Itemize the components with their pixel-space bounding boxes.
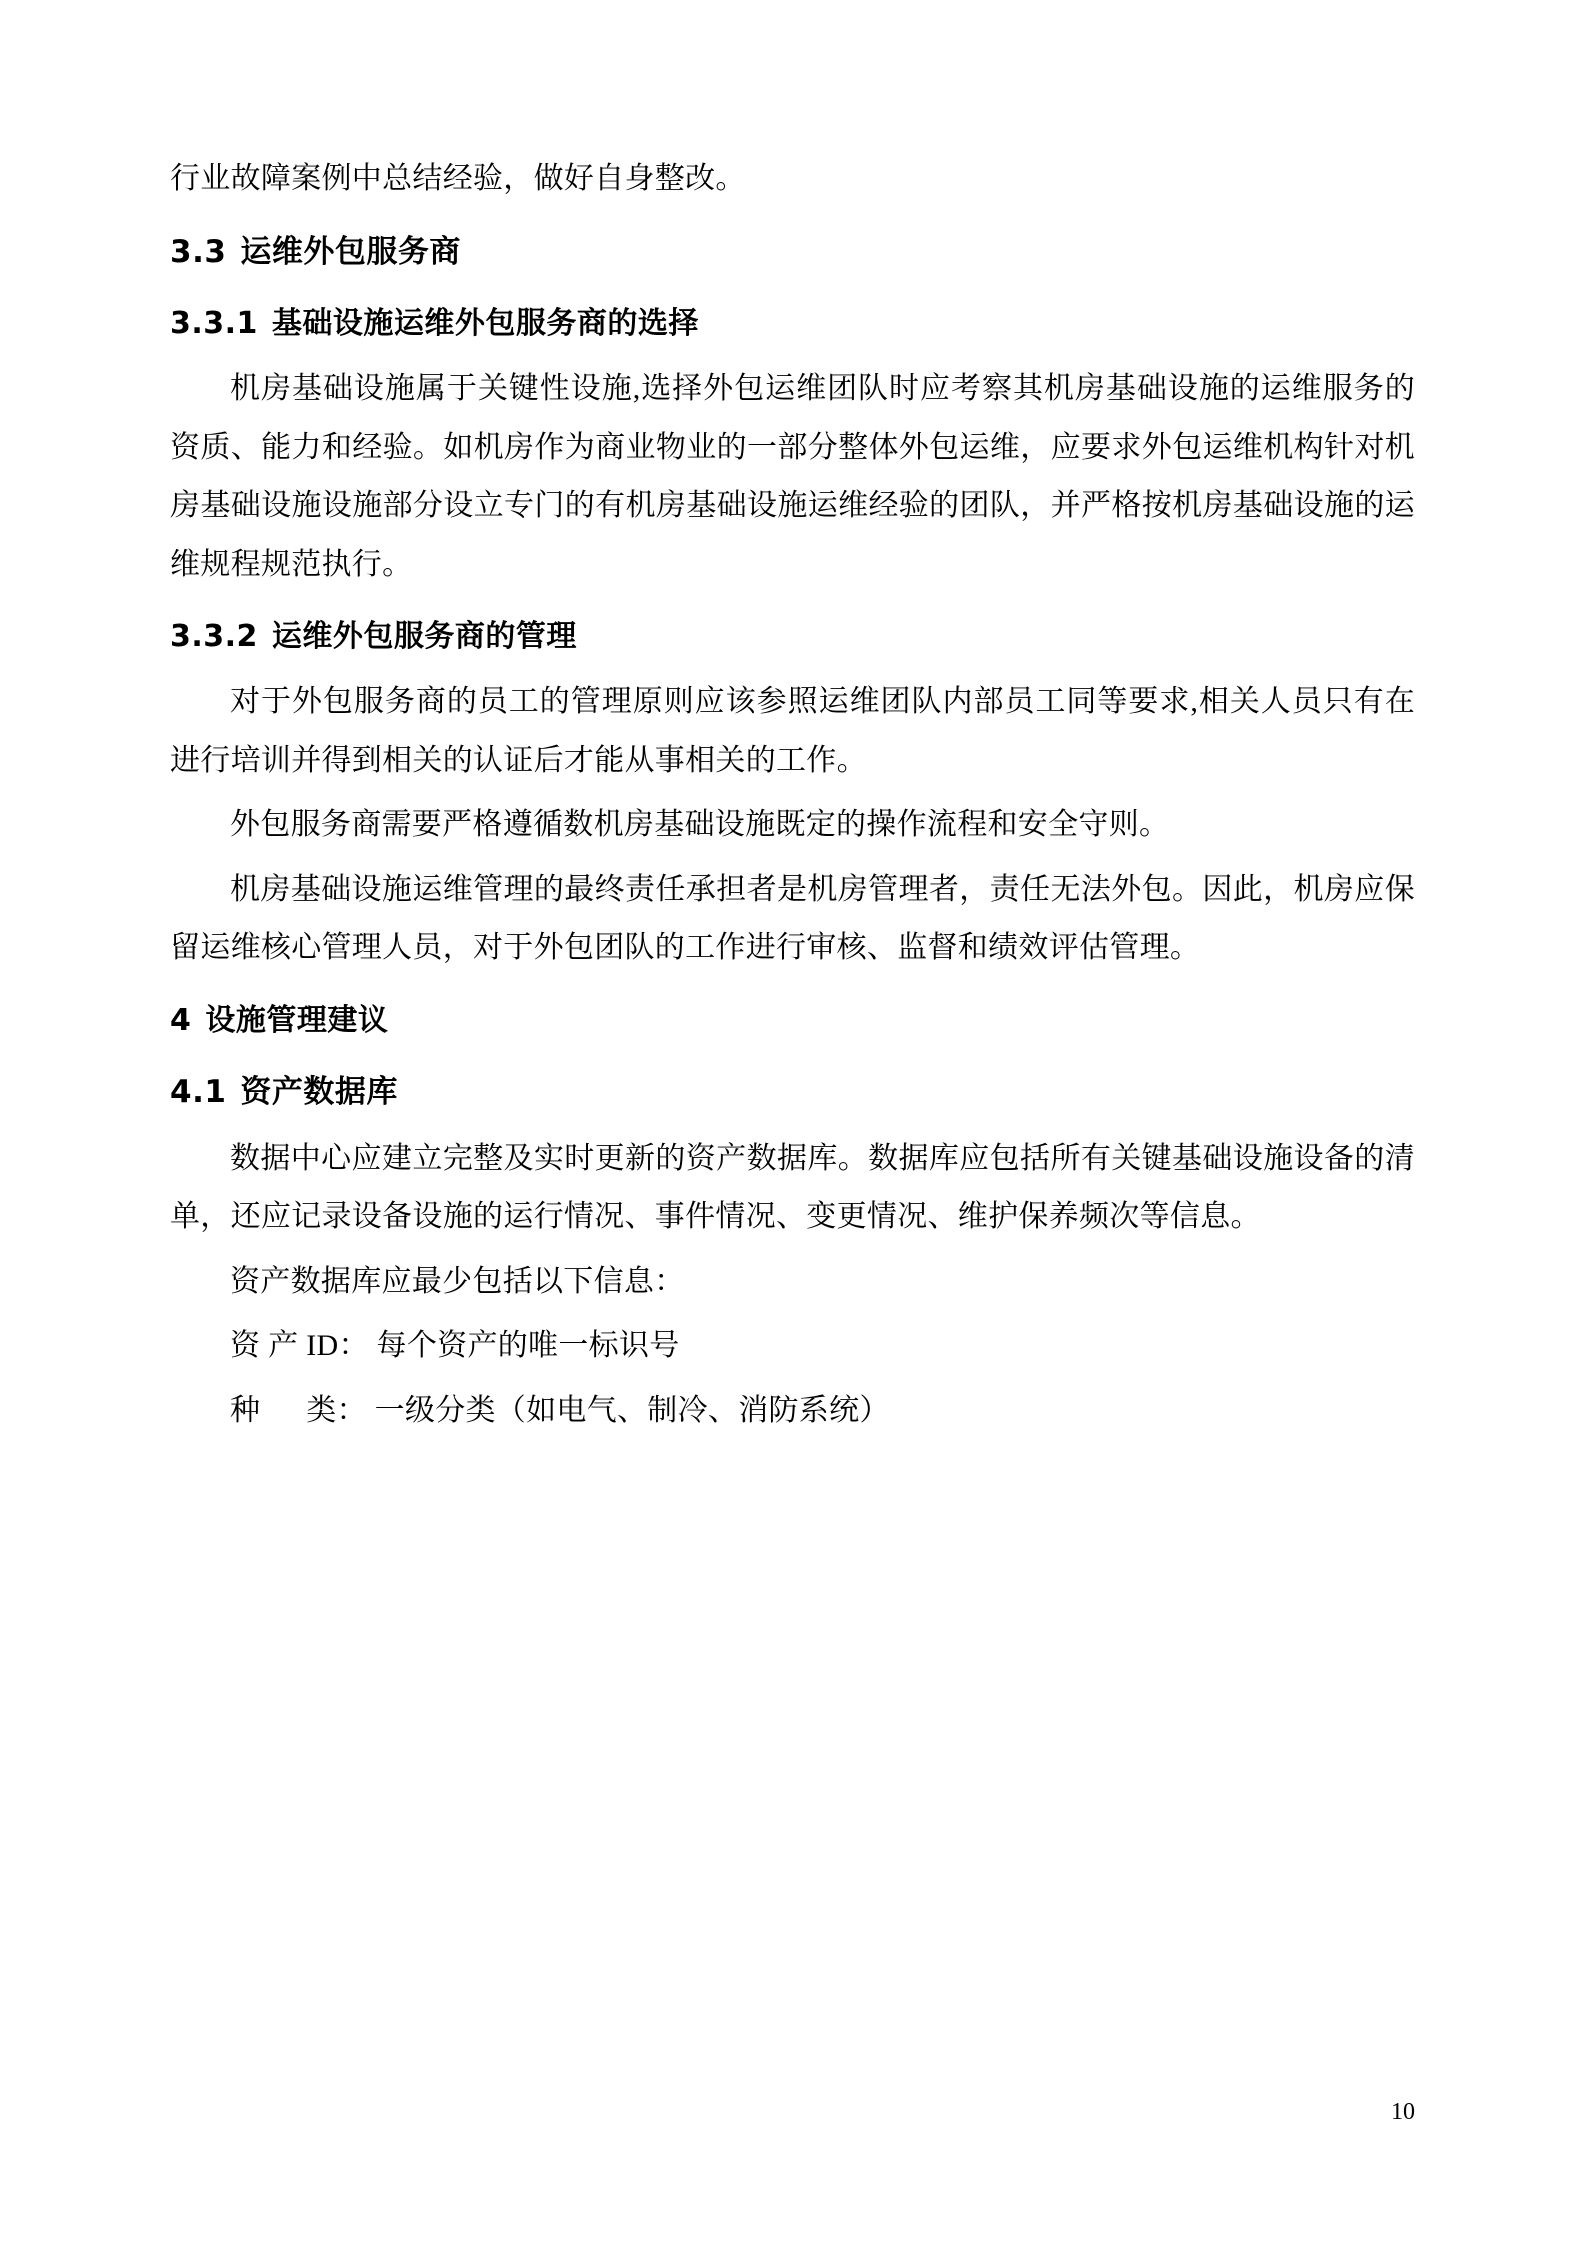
heading-4-text: 设施管理建议	[205, 1002, 389, 1038]
paragraph-asset-database-1: 数据中心应建立完整及实时更新的资产数据库。数据库应包括所有关键基础设施设备的清单，还应记录设备设施的运行情况、事件情况、变更情况、维护保养频次等信息。	[170, 1141, 1415, 1234]
heading-3-3-2-text: 运维外包服务商的管理	[271, 619, 577, 655]
heading-4-1-number: 4.1	[170, 1073, 227, 1110]
heading-3-3-2	[170, 608, 1415, 665]
heading-4	[170, 992, 1415, 1049]
heading-3-3-text: 运维外包服务商	[240, 233, 461, 270]
heading-3-3-2-number: 3.3.2	[170, 619, 258, 655]
paragraph-outsourcing-management-1: 对于外包服务商的员工的管理原则应该参照运维团队内部员工同等要求,相关人员只有在进行培训并得到相关的认证后才能从事相关的工作。	[170, 685, 1415, 777]
heading-3-3-1-text: 基础设施运维外包服务商的选择	[271, 306, 699, 342]
paragraph-infra-outsourcing-selection: 机房基础设施属于关键性设施,选择外包运维团队时应考察其机房基础设施的运维服务的资质、能力和经验。如机房作为商业物业的一部分整体外包运维，应要求外包运维机构针对机房基础设施设施部分设立专门的有机房基础设施运维经验的团队，并严格按机房基础设施的运维规程规范执行。	[170, 372, 1415, 581]
heading-4-1	[170, 1063, 1415, 1122]
heading-4-1-text: 资产数据库	[240, 1073, 398, 1110]
heading-3-3-number: 3.3	[170, 233, 227, 270]
list-item-category: 种 类： 一级分类（如电气、制冷、消防系统）	[230, 1393, 890, 1427]
heading-4-number: 4	[170, 1002, 192, 1038]
paragraph-outsourcing-management-3: 机房基础设施运维管理的最终责任承担者是机房管理者，责任无法外包。因此，机房应保留运维核心管理人员，对于外包团队的工作进行审核、监督和绩效评估管理。	[170, 872, 1415, 965]
heading-3-3	[170, 223, 1415, 282]
list-item-asset-id: 资 产 ID： 每个资产的唯一标识号	[230, 1329, 680, 1363]
heading-3-3-1	[170, 295, 1415, 352]
page-content	[170, 150, 1415, 1440]
paragraph-asset-database-2: 资产数据库应最少包括以下信息：	[230, 1264, 685, 1298]
paragraph-outsourcing-management-2: 外包服务商需要严格遵循数机房基础设施既定的操作流程和安全守则。	[230, 808, 1170, 842]
paragraph-continued: 行业故障案例中总结经验，做好自身整改。	[170, 162, 746, 195]
heading-3-3-1-number: 3.3.1	[170, 306, 258, 342]
page-number: 10	[1391, 2099, 1415, 2125]
